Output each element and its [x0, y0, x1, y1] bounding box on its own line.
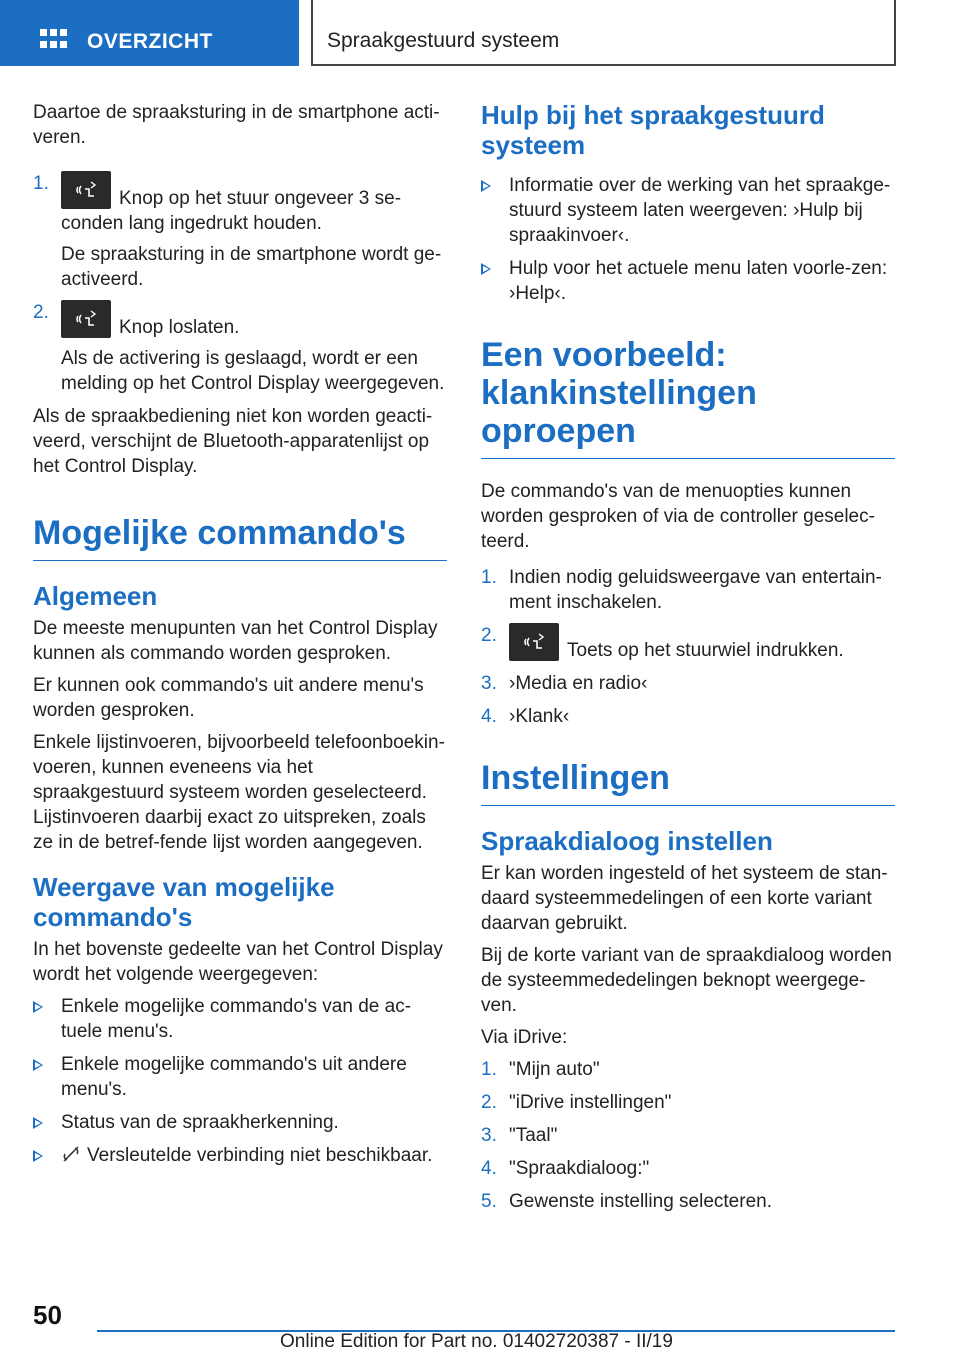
bullet-text: Status van de spraakherkenning.	[61, 1112, 339, 1133]
list-item	[481, 1057, 895, 1082]
step-number: 1.	[481, 567, 497, 588]
step-number: 3.	[481, 1125, 497, 1146]
list-item	[33, 1110, 447, 1135]
dialog-steps	[481, 1057, 895, 1214]
step-number: 4.	[481, 1158, 497, 1179]
edition-text: Online Edition for Part no. 01402720387 - II/19	[280, 1331, 673, 1352]
list-item	[481, 1090, 895, 1115]
intro-text: Daartoe de spraaksturing in de smartphone acti-veren.	[33, 102, 440, 148]
step-number: 2.	[481, 1092, 497, 1113]
step-text	[61, 300, 447, 340]
list-item	[481, 704, 895, 729]
page-number: 50	[33, 1300, 62, 1330]
dialog-paragraph-2: Bij de korte variant van de spraakdialoog worden de systeemmededelingen beknopt weergege-ven.	[481, 945, 892, 1016]
overview-tab[interactable]	[0, 0, 299, 66]
list-item	[481, 1189, 895, 1214]
crossed-link-icon	[61, 1144, 81, 1164]
step-text	[509, 623, 895, 663]
step-text: ›Klank‹	[509, 706, 570, 727]
triangle-bullet-icon	[481, 263, 491, 275]
display-paragraph: In het bovenste gedeelte van het Control Display wordt het volgende weergegeven:	[33, 939, 443, 985]
page-header	[0, 0, 960, 66]
after-steps-text: Als de spraakbediening niet kon worden geacti-veerd, verschijnt de Bluetooth-apparatenlijst op het Control Display.	[33, 406, 433, 477]
list-item	[481, 1123, 895, 1148]
help-bullets	[481, 173, 895, 306]
activation-steps	[33, 171, 447, 396]
section-tab[interactable]	[311, 0, 896, 66]
triangle-bullet-icon	[481, 180, 491, 192]
subheading-display: Weergave van mogelijke commando's	[33, 872, 335, 932]
step-number: 2.	[33, 302, 49, 323]
step-label: Knop op het stuur ongeveer 3 se-conden lang ingedrukt houden.	[61, 188, 402, 234]
step-text: "Spraakdialoog:"	[509, 1158, 650, 1179]
list-item	[33, 171, 447, 292]
left-column	[33, 100, 447, 1176]
step-number: 4.	[481, 706, 497, 727]
list-item	[33, 1052, 447, 1102]
triangle-bullet-icon	[33, 1059, 43, 1071]
list-item	[33, 994, 447, 1044]
right-column	[481, 100, 895, 1222]
general-paragraph-3: Enkele lijstinvoeren, bijvoorbeeld telefoonboekin-voeren, kunnen eveneens via het spraakgestuurd systeem worden geselecteerd. Lijstinvoeren daarbij exact zo uitspreken, zoals ze in de betref-fende lijst worden aangegeven.	[33, 732, 445, 853]
list-item	[481, 256, 895, 306]
bullet-text: Informatie over de werking van het spraakge-stuurd systeem laten weergeven: ›Hulp bij spraakinvoer‹.	[509, 175, 891, 246]
step-number: 3.	[481, 673, 497, 694]
step-label: Toets op het stuurwiel indrukken.	[567, 640, 844, 661]
list-item	[481, 623, 895, 663]
dialog-paragraph-3: Via iDrive:	[481, 1027, 568, 1048]
section-tab-label: Spraakgestuurd systeem	[327, 29, 560, 52]
voice-button-icon	[509, 623, 559, 661]
subheading-dialog: Spraakdialoog instellen	[481, 826, 773, 856]
step-label: Knop loslaten.	[119, 317, 240, 338]
general-paragraph-1: De meeste menupunten van het Control Display kunnen als commando worden gesproken.	[33, 618, 438, 664]
example-steps	[481, 565, 895, 729]
step-sub-text: De spraaksturing in de smartphone wordt ge-activeerd.	[61, 244, 442, 290]
list-item	[33, 300, 447, 396]
voice-button-icon	[61, 171, 111, 209]
step-number: 5.	[481, 1191, 497, 1212]
bullet-label: Versleutelde verbinding niet beschikbaar.	[87, 1145, 433, 1166]
overview-tab-label: OVERZICHT	[87, 30, 213, 53]
list-item	[481, 1156, 895, 1181]
subheading-help: Hulp bij het spraakgestuurd systeem	[481, 100, 825, 160]
step-number: 2.	[481, 625, 497, 646]
step-sub-text: Als de activering is geslaagd, wordt er een melding op het Control Display weergegeven.	[61, 348, 445, 394]
step-text: "Mijn auto"	[509, 1059, 600, 1080]
step-text: Gewenste instelling selecteren.	[509, 1191, 772, 1212]
bullet-text: Hulp voor het actuele menu laten voorle-zen: ›Help‹.	[509, 258, 888, 304]
section-heading-example: Een voorbeeld: klankinstellingen oproepen	[481, 336, 895, 459]
section-heading-commands: Mogelijke commando's	[33, 514, 447, 561]
list-item	[481, 671, 895, 696]
dialog-paragraph-1: Er kan worden ingesteld of het systeem de stan-daard systeemmedelingen of een korte variant daarvan gebruikt.	[481, 863, 888, 934]
step-number: 1.	[33, 173, 49, 194]
general-paragraph-2: Er kunnen ook commando's uit andere menu's worden gesproken.	[33, 675, 424, 721]
step-text: "iDrive instellingen"	[509, 1092, 672, 1113]
triangle-bullet-icon	[33, 1117, 43, 1129]
step-number: 1.	[481, 1059, 497, 1080]
grid-icon	[40, 29, 67, 52]
triangle-bullet-icon	[33, 1001, 43, 1013]
bullet-text: Enkele mogelijke commando's uit andere menu's.	[61, 1054, 407, 1100]
triangle-bullet-icon	[33, 1150, 43, 1162]
list-item	[33, 1143, 447, 1168]
subheading-general: Algemeen	[33, 581, 158, 611]
bullet-text: Enkele mogelijke commando's van de ac-tuele menu's.	[61, 996, 412, 1042]
section-heading-settings: Instellingen	[481, 759, 895, 806]
step-text: ›Media en radio‹	[509, 673, 648, 694]
step-text	[61, 171, 447, 236]
step-text: Indien nodig geluidsweergave van entertain-ment inschakelen.	[509, 567, 882, 613]
step-text: "Taal"	[509, 1125, 558, 1146]
list-item	[481, 173, 895, 248]
display-bullets	[33, 994, 447, 1168]
list-item	[481, 565, 895, 615]
voice-button-icon	[61, 300, 111, 338]
bullet-text-with-icon	[61, 1143, 447, 1168]
example-paragraph: De commando's van de menuopties kunnen worden gesproken of via de controller geselec-teerd.	[481, 481, 875, 552]
